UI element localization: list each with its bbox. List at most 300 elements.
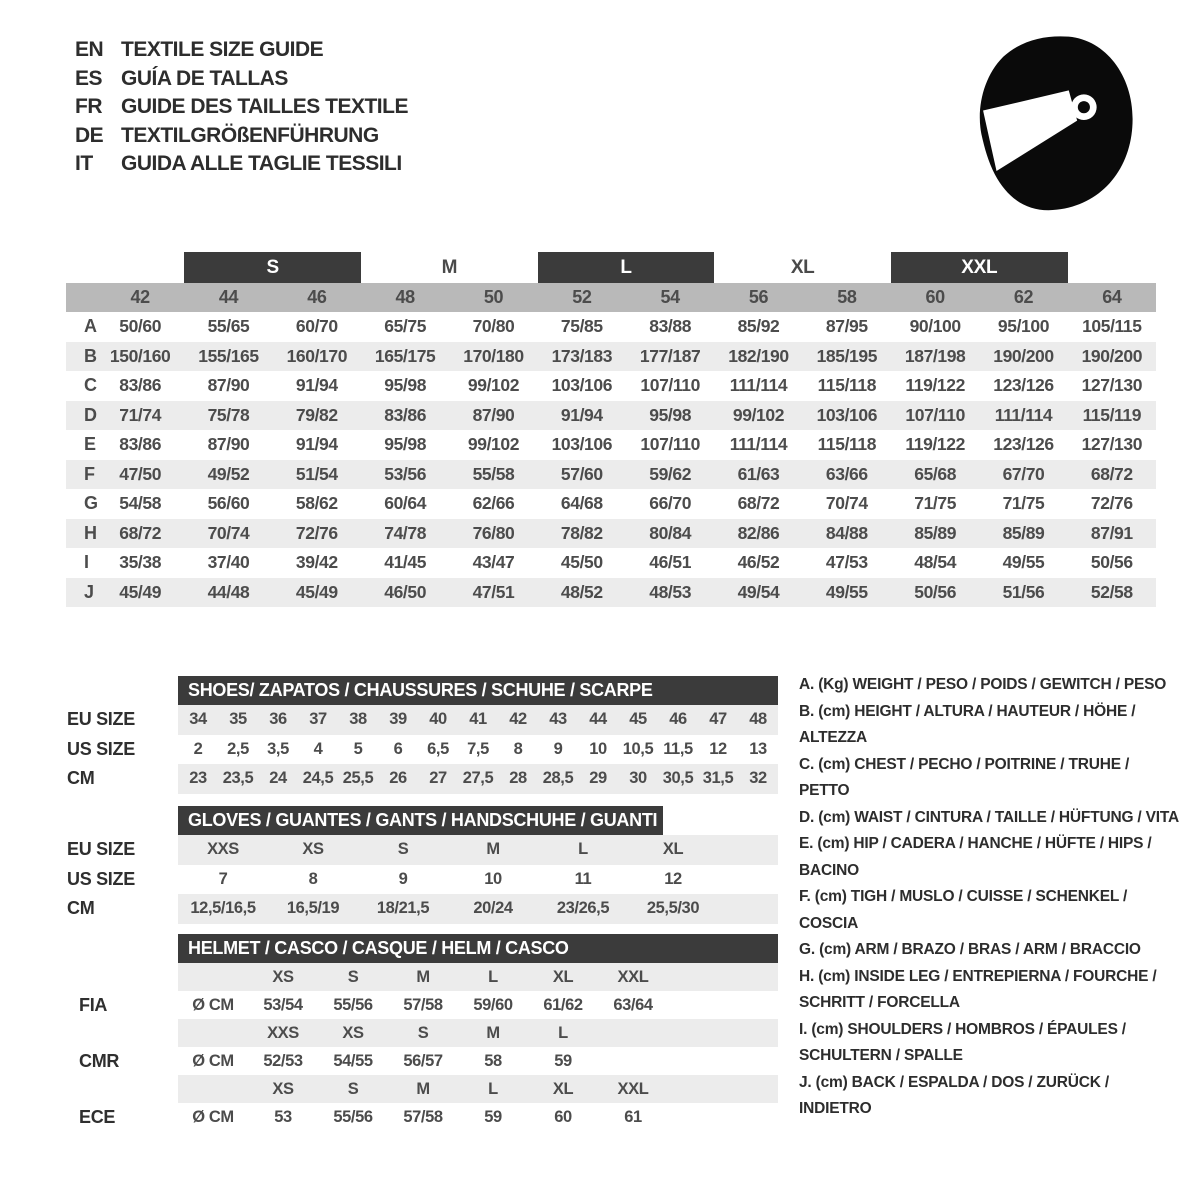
shoes-cell: 43 (549, 710, 567, 729)
size-value-cell: 60/64 (384, 493, 427, 514)
size-band-m: M (441, 256, 458, 278)
shoes-row-label: US SIZE (67, 738, 135, 759)
helmet-standard-label: ECE (79, 1106, 116, 1127)
helmet-values-row (65, 991, 778, 1019)
size-value-cell: 83/86 (384, 404, 427, 425)
size-value-cell: 43/47 (472, 552, 515, 573)
helmet-value-cell: 59/60 (473, 995, 513, 1014)
size-value-cell: 76/80 (472, 522, 515, 543)
shoes-cell: 42 (509, 710, 527, 729)
size-value-cell: 165/175 (374, 345, 436, 366)
size-value-cell: 55/58 (472, 463, 515, 484)
size-band-row (66, 252, 1156, 283)
size-value-cell: 79/82 (295, 404, 338, 425)
size-value-cell: 150/160 (109, 345, 171, 366)
size-value-cell: 37/40 (207, 552, 250, 573)
size-value-cell: 187/198 (904, 345, 966, 366)
size-value-cell: 177/187 (639, 345, 701, 366)
size-value-cell: 80/84 (649, 522, 692, 543)
size-value-cell: 185/195 (816, 345, 878, 366)
size-value-cell: 87/90 (472, 404, 515, 425)
shoes-cell: 10,5 (622, 739, 654, 758)
row-letter: I (84, 552, 90, 573)
size-value-cell: 173/183 (551, 345, 613, 366)
size-value-cell: 51/56 (1002, 581, 1045, 602)
size-band-s: S (184, 252, 361, 283)
shoes-cell: 10 (589, 739, 607, 758)
shoes-cell: 35 (229, 710, 247, 729)
shoes-cell: 39 (389, 710, 407, 729)
size-value-cell: 190/200 (1081, 345, 1143, 366)
size-value-cell: 49/52 (207, 463, 250, 484)
gloves-cell: 8 (308, 869, 318, 888)
helmet-unit-label: Ø CM (192, 1107, 234, 1126)
table-row (66, 460, 1156, 490)
size-value-cell: 49/55 (1002, 552, 1045, 573)
gloves-row (65, 865, 778, 895)
language-title: TEXTILE SIZE GUIDE (121, 38, 324, 62)
gloves-size-table (65, 806, 778, 924)
gloves-cell: M (486, 840, 500, 859)
gloves-row (65, 835, 778, 865)
language-row (75, 65, 408, 94)
size-value-cell: 41/45 (384, 552, 427, 573)
helmet-value-cell: 61/62 (543, 995, 583, 1014)
gloves-cell: L (578, 840, 588, 859)
size-value-cell: 111/114 (994, 404, 1053, 425)
helmet-values-row (65, 1047, 778, 1075)
legend-item: G. (cm) ARM / BRAZO / BRAS / ARM / BRACCIO (799, 941, 1141, 958)
size-value-cell: 55/65 (207, 316, 250, 337)
language-title: GUIDA ALLE TAGLIE TESSILI (121, 152, 402, 176)
shoes-cell: 11,5 (663, 739, 693, 758)
size-number: 50 (483, 287, 504, 307)
gloves-cell: 18/21,5 (376, 899, 430, 918)
shoes-cell: 7,5 (467, 739, 489, 758)
gloves-cell: 9 (398, 869, 408, 888)
size-value-cell: 95/98 (384, 434, 427, 455)
size-value-cell: 119/122 (905, 434, 965, 455)
helmet-unit-spacer (178, 1019, 248, 1047)
gloves-cell: 11 (574, 869, 592, 888)
size-value-cell: 83/86 (119, 434, 162, 455)
gloves-cell: 10 (484, 869, 502, 888)
size-value-cell: 95/98 (649, 404, 692, 425)
size-value-cell: 87/95 (825, 316, 868, 337)
size-value-cell: 127/130 (1081, 375, 1143, 396)
helmet-unit-label: Ø CM (192, 995, 234, 1014)
shoes-cell: 44 (589, 710, 607, 729)
size-value-cell: 87/90 (207, 434, 250, 455)
table-row (66, 578, 1156, 608)
size-value-cell: 111/114 (729, 375, 788, 396)
measurement-legend (799, 672, 1179, 1123)
size-value-cell: 70/74 (207, 522, 250, 543)
helmet-size-label: XS (342, 1023, 364, 1042)
size-number: 42 (130, 287, 150, 307)
shoes-cell: 8 (513, 739, 523, 758)
size-value-cell: 99/102 (467, 434, 520, 455)
helmet-unit-label: Ø CM (192, 1051, 234, 1070)
language-title-list (75, 36, 408, 179)
size-value-cell: 71/75 (914, 493, 957, 514)
size-value-cell: 115/119 (1082, 404, 1142, 425)
size-value-cell: 82/86 (737, 522, 780, 543)
size-value-cell: 61/63 (737, 463, 780, 484)
size-number: 58 (837, 287, 857, 307)
helmet-value-cell: 56/57 (403, 1051, 443, 1070)
size-number: 60 (925, 287, 945, 307)
helmet-size-label: XS (272, 1079, 294, 1098)
language-row (75, 36, 408, 65)
size-value-cell: 99/102 (732, 404, 785, 425)
row-letter: B (84, 345, 97, 366)
size-value-cell: 54/58 (119, 493, 162, 514)
legend-item: J. (cm) BACK / ESPALDA / DOS / ZURÜCK / INDIETRO (799, 1073, 1109, 1117)
size-value-cell: 127/130 (1081, 434, 1143, 455)
size-value-cell: 48/54 (914, 552, 957, 573)
helmet-values-row (65, 1103, 778, 1131)
shoes-cell: 24 (269, 769, 287, 788)
helmet-size-label: XXL (617, 1079, 649, 1098)
shoes-cell: 34 (189, 710, 207, 729)
size-value-cell: 72/76 (295, 522, 338, 543)
size-value-cell: 58/62 (295, 493, 338, 514)
size-value-cell: 85/89 (914, 522, 957, 543)
size-value-cell: 85/92 (737, 316, 780, 337)
gloves-cell: 12,5/16,5 (190, 899, 256, 918)
language-code: ES (75, 66, 103, 90)
size-value-cell: 74/78 (384, 522, 427, 543)
helmet-value-cell: 63/64 (613, 995, 653, 1014)
helmet-size-label: M (416, 967, 430, 986)
shoes-row (65, 735, 778, 765)
language-code: IT (75, 152, 93, 176)
gloves-table-title: GLOVES / GUANTES / GANTS / HANDSCHUHE / GUANTI (178, 806, 663, 835)
table-row (66, 519, 1156, 549)
table-row (66, 489, 1156, 519)
size-value-cell: 59/62 (649, 463, 692, 484)
size-number: 48 (395, 287, 415, 307)
row-letter: G (84, 493, 99, 514)
gloves-cell: 25,5/30 (646, 899, 700, 918)
size-value-cell: 53/56 (384, 463, 427, 484)
size-value-cell: 60/70 (295, 316, 338, 337)
size-value-cell: 160/170 (286, 345, 348, 366)
size-value-cell: 71/75 (1002, 493, 1045, 514)
size-value-cell: 65/68 (914, 463, 957, 484)
shoes-cell: 45 (629, 710, 647, 729)
helmet-size-label: XS (272, 967, 294, 986)
helmet-size-label: M (416, 1079, 430, 1098)
row-letter: E (84, 434, 97, 455)
size-number: 64 (1102, 287, 1122, 307)
size-value-cell: 75/85 (560, 316, 603, 337)
shoes-row-label: CM (67, 768, 95, 789)
language-code: EN (75, 38, 104, 62)
size-value-cell: 75/78 (207, 404, 250, 425)
shoes-row-label: EU SIZE (67, 709, 135, 730)
size-value-cell: 95/100 (997, 316, 1050, 337)
size-number: 62 (1013, 287, 1034, 307)
helmet-size-label: S (347, 967, 359, 986)
helmet-size-label: XXL (617, 967, 649, 986)
size-value-cell: 65/75 (384, 316, 427, 337)
size-value-cell: 44/48 (207, 581, 250, 602)
size-value-cell: 49/54 (737, 581, 780, 602)
helmet-value-cell: 57/58 (403, 1107, 443, 1126)
helmet-value-cell: 54/55 (333, 1051, 373, 1070)
size-value-cell: 123/126 (993, 375, 1054, 396)
helmet-sizes-row (65, 963, 778, 991)
size-value-cell: 83/86 (119, 375, 162, 396)
shoes-cell: 40 (429, 710, 447, 729)
legend-item: C. (cm) CHEST / PECHO / POITRINE / TRUHE / PETTO (799, 755, 1130, 799)
table-row (66, 548, 1156, 578)
size-value-cell: 47/51 (472, 581, 515, 602)
shoes-cell: 28,5 (542, 769, 574, 788)
helmet-size-label: L (558, 1023, 568, 1042)
size-value-cell: 107/110 (640, 375, 700, 396)
size-value-cell: 71/74 (119, 404, 162, 425)
helmet-unit-spacer (178, 1075, 248, 1103)
size-number: 44 (218, 287, 239, 307)
size-value-cell: 119/122 (905, 375, 965, 396)
size-value-cell: 45/49 (119, 581, 162, 602)
size-value-cell: 50/56 (914, 581, 957, 602)
helmet-size-label: S (417, 1023, 429, 1042)
helmet-sizes-spacer (65, 963, 178, 991)
shoes-cell: 23,5 (222, 769, 254, 788)
size-value-cell: 50/60 (119, 316, 162, 337)
helmet-value-cell: 60 (554, 1107, 572, 1126)
helmet-value-cell: 53/54 (263, 995, 303, 1014)
size-value-cell: 68/72 (119, 522, 162, 543)
size-number: 46 (307, 287, 327, 307)
table-row (66, 312, 1156, 342)
size-value-cell: 45/49 (295, 581, 338, 602)
shoes-cell: 26 (389, 769, 407, 788)
shoes-cell: 31,5 (702, 769, 734, 788)
shoes-cell: 23 (189, 769, 207, 788)
size-value-cell: 103/106 (551, 434, 613, 455)
size-value-cell: 46/50 (384, 581, 427, 602)
gloves-cell: XL (662, 840, 684, 859)
table-row (66, 371, 1156, 401)
language-row (75, 93, 408, 122)
size-value-cell: 70/74 (825, 493, 868, 514)
shoes-cell: 25,5 (342, 769, 374, 788)
size-number: 52 (572, 287, 592, 307)
shoes-cell: 28 (509, 769, 527, 788)
helmet-unit-spacer (178, 963, 248, 991)
shoes-cell: 2,5 (227, 739, 249, 758)
row-letter: C (84, 375, 97, 396)
shoes-cell: 27,5 (462, 769, 494, 788)
shoes-size-table (65, 676, 778, 794)
size-value-cell: 105/115 (1082, 316, 1142, 337)
size-value-cell: 84/88 (825, 522, 868, 543)
helmet-size-label: M (486, 1023, 500, 1042)
size-value-cell: 78/82 (560, 522, 603, 543)
size-value-cell: 68/72 (737, 493, 780, 514)
table-row (66, 342, 1156, 372)
size-value-cell: 123/126 (993, 434, 1054, 455)
language-code: DE (75, 123, 104, 147)
size-value-cell: 49/55 (825, 581, 868, 602)
size-value-cell: 83/88 (649, 316, 692, 337)
size-value-cell: 87/91 (1090, 522, 1133, 543)
gloves-cell: 7 (218, 869, 228, 888)
shoes-cell: 5 (353, 739, 363, 758)
helmet-size-label: L (488, 967, 498, 986)
helmet-sizes-row (65, 1075, 778, 1103)
helmet-sizes-row (65, 1019, 778, 1047)
size-value-cell: 115/118 (817, 375, 877, 396)
size-value-cell: 90/100 (909, 316, 961, 337)
helmet-value-cell: 61 (624, 1107, 642, 1126)
size-number-row (66, 283, 1156, 312)
size-value-cell: 47/53 (825, 552, 868, 573)
language-code: FR (75, 95, 102, 119)
gloves-cell: 16,5/19 (286, 899, 340, 918)
shoes-row (65, 764, 778, 794)
size-number: 54 (660, 287, 680, 307)
helmet-value-cell: 52/53 (263, 1051, 303, 1070)
size-value-cell: 72/76 (1090, 493, 1133, 514)
size-band-l: L (538, 252, 715, 283)
shoes-cell: 4 (313, 739, 323, 758)
size-value-cell: 46/51 (649, 552, 692, 573)
shoes-cell: 24,5 (302, 769, 334, 788)
size-value-cell: 107/110 (905, 404, 965, 425)
size-value-cell: 67/70 (1002, 463, 1045, 484)
gloves-row-label: EU SIZE (67, 839, 135, 860)
table-row (66, 401, 1156, 431)
size-value-cell: 48/53 (649, 581, 692, 602)
helmet-size-table (65, 934, 778, 1131)
gloves-cell: XS (302, 840, 324, 859)
helmet-size-label: XXS (267, 1023, 299, 1042)
size-value-cell: 155/165 (198, 345, 259, 366)
size-value-cell: 57/60 (560, 463, 603, 484)
shoes-cell: 37 (309, 710, 327, 729)
size-value-cell: 51/54 (295, 463, 338, 484)
size-value-cell: 70/80 (472, 316, 515, 337)
size-value-cell: 39/42 (295, 552, 338, 573)
shoes-cell: 32 (749, 769, 767, 788)
helmet-value-cell: 55/56 (333, 1107, 373, 1126)
shoes-cell: 48 (749, 710, 767, 729)
shoes-cell: 30 (629, 769, 647, 788)
size-value-cell: 62/66 (472, 493, 515, 514)
size-value-cell: 115/118 (817, 434, 877, 455)
shoes-cell: 12 (709, 739, 727, 758)
shoes-cell: 13 (749, 739, 767, 758)
shoes-cell: 9 (553, 739, 563, 758)
gloves-cell: 23/26,5 (556, 899, 610, 918)
gloves-cell: XXS (207, 840, 239, 859)
legend-item: H. (cm) INSIDE LEG / ENTREPIERNA / FOURCHE / SCHRITT / FORCELLA (799, 967, 1157, 1011)
legend-item: F. (cm) TIGH / MUSLO / CUISSE / SCHENKEL / COSCIA (799, 888, 1128, 932)
size-value-cell: 91/94 (295, 434, 338, 455)
size-value-cell: 170/180 (463, 345, 524, 366)
size-value-cell: 48/52 (560, 581, 603, 602)
row-letter: H (84, 522, 97, 543)
language-title: GUÍA DE TALLAS (121, 66, 288, 90)
size-value-cell: 45/50 (560, 552, 603, 573)
legend-item: E. (cm) HIP / CADERA / HANCHE / HÜFTE / HIPS / BACINO (799, 835, 1152, 879)
helmet-table-title: HELMET / CASCO / CASQUE / HELM / CASCO (178, 934, 778, 963)
helmet-standard-label: CMR (79, 1050, 120, 1071)
size-value-cell: 56/60 (207, 493, 250, 514)
helmet-size-label: XL (552, 1079, 574, 1098)
helmet-value-cell: 57/58 (403, 995, 443, 1014)
size-value-cell: 85/89 (1002, 522, 1045, 543)
size-value-cell: 64/68 (560, 493, 603, 514)
row-letter: A (84, 316, 97, 337)
helmet-sizes-spacer (65, 1075, 178, 1103)
size-value-cell: 182/190 (728, 345, 789, 366)
gloves-cell: S (397, 840, 409, 859)
size-value-cell: 111/114 (729, 434, 788, 455)
size-value-cell: 190/200 (993, 345, 1054, 366)
helmet-value-cell: 53 (274, 1107, 292, 1126)
legend-item: D. (cm) WAIST / CINTURA / TAILLE / HÜFTUNG / VITA (799, 808, 1179, 826)
shoes-cell: 3,5 (267, 739, 289, 758)
shoes-cell: 27 (429, 769, 447, 788)
size-value-cell: 103/106 (551, 375, 613, 396)
helmet-value-cell: 59 (484, 1107, 502, 1126)
shoes-cell: 36 (269, 710, 287, 729)
size-value-cell: 103/106 (816, 404, 878, 425)
row-letter: J (84, 581, 95, 602)
size-value-cell: 35/38 (119, 552, 162, 573)
size-value-cell: 66/70 (649, 493, 692, 514)
shoes-cell: 6,5 (427, 739, 449, 758)
helmet-size-label: S (347, 1079, 359, 1098)
corner-cell (66, 283, 96, 312)
size-number: 56 (748, 287, 769, 307)
size-value-cell: 91/94 (560, 404, 603, 425)
row-letter: F (84, 463, 95, 484)
size-value-cell: 91/94 (295, 375, 338, 396)
size-band-xl: XL (790, 256, 815, 278)
helmet-size-label: XL (552, 967, 574, 986)
gloves-row-label: US SIZE (67, 868, 135, 889)
language-row (75, 150, 408, 179)
shoes-cell: 47 (709, 710, 727, 729)
helmet-value-cell: 55/56 (333, 995, 373, 1014)
textile-size-table (66, 252, 1156, 607)
row-letter: D (84, 404, 97, 425)
size-value-cell: 63/66 (825, 463, 868, 484)
size-value-cell: 47/50 (119, 463, 162, 484)
helmet-sizes-spacer (65, 1019, 178, 1047)
gloves-row (65, 894, 778, 924)
gloves-row-label: CM (67, 898, 95, 919)
shoes-cell: 30,5 (662, 769, 694, 788)
size-value-cell: 52/58 (1090, 581, 1133, 602)
legend-item: B. (cm) HEIGHT / ALTURA / HAUTEUR / HÖHE / ALTEZZA (799, 702, 1136, 746)
shoes-row (65, 705, 778, 735)
size-value-cell: 107/110 (640, 434, 700, 455)
shoes-cell: 6 (393, 739, 403, 758)
shoes-cell: 46 (669, 710, 687, 729)
gloves-cell: 12 (664, 869, 682, 888)
language-title: TEXTILGRÖßENFÜHRUNG (121, 123, 379, 147)
helmet-value-cell: 58 (484, 1051, 502, 1070)
